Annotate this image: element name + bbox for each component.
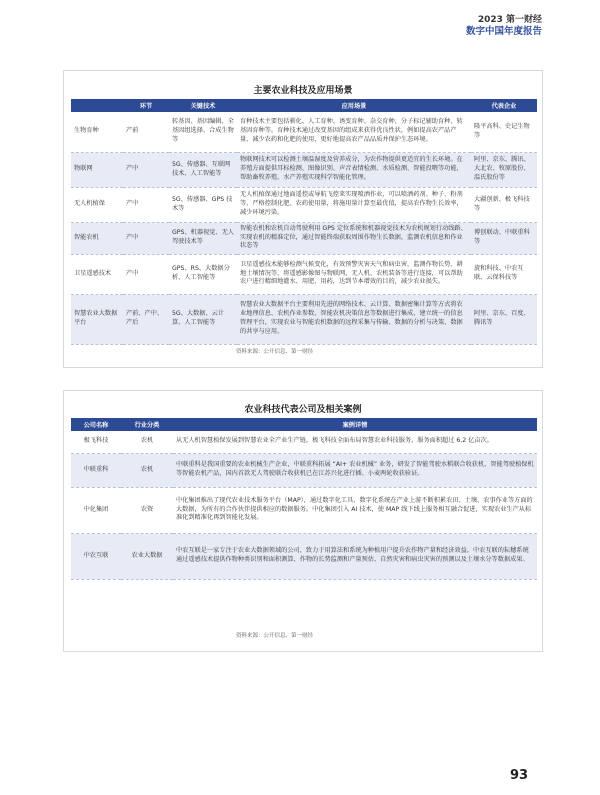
scenario-cell: 物联网技术可以检测土壤温湿度及营养成分，为农作物提供更适宜的生长环境。在养殖方面提供耳标检测、图像识别、声音表情检测、水质检测、智能投喂等功能，帮助畜牧养殖、水产养殖实现科学智能化管理。 xyxy=(237,152,471,187)
companies-cell: 阿里、京东、百度、腾讯等 xyxy=(471,294,537,344)
table-row xyxy=(71,294,537,344)
table1-header-row xyxy=(71,99,537,112)
category-cell: 农业大数据 xyxy=(121,533,173,579)
page-number: 93 xyxy=(510,768,529,783)
company-cell: 中农互联 xyxy=(71,533,121,579)
key-tech-cell: GPS、机器视觉、无人驾驶技术等 xyxy=(169,222,237,254)
table2-header-detail: 案例详情 xyxy=(173,418,537,431)
tech-scenarios-section xyxy=(63,70,543,368)
header-year-publisher: 2023 第一财经 xyxy=(477,15,542,25)
scenario-cell: 卫星遥感技术能够检测气候变化，有效预警灾害天气和病虫害，监测作物长势、耕地土壤情况等，将遥感影像图与物联网、无人机、农机装备等进行连接，可以帮助农户进行精细地灌水、用肥、用药，达到节本增效的目的，减少农业损失。 xyxy=(240,260,463,286)
tech-name-cell: 智慧农业大数据平台 xyxy=(71,294,123,344)
companies-cell: 旋和科技、中农互联、云保科技等 xyxy=(474,265,524,281)
table2-source-note: 资料来源：公开信息、第一财经 xyxy=(236,633,314,639)
case-detail-cell: 中农互联是一家专注于农业大数据领域的公司，致力于用算法和系统为种植用户提升农作物产量和经济效益。中农互联的耘穗系统通过遥感技术提供作物种类识别和面积测算、作物的长势监测和产量预估、自然灾害和病虫灾害的预测以及土壤水分等数据成果。 xyxy=(173,533,537,579)
table1-header-stage: 环节 xyxy=(123,99,169,112)
case-detail-cell: 中化集团推出了现代农业技术服务平台（MAP），通过数字化工具、数字化系统在产业上游不断积累农田、土壤、农事作业等方面的大数据，为所有的合作伙伴提供相应的数据服务。中化集团引入 AI 技术，使 MAP 线下线上服务相互融合促进，实现农业生产从标准化到精准化再到智能化发展。 xyxy=(176,496,533,522)
tech-name-cell: 生物育种 xyxy=(74,127,99,135)
table2-title: 农业科技代表公司及相关案例 xyxy=(244,405,362,415)
key-tech-cell: 5G、大数据、云计算、人工智能等 xyxy=(169,294,237,344)
stage-cell: 产前、产中、产后 xyxy=(123,294,169,344)
companies-cell: 大疆创新、极飞科技等 xyxy=(474,195,530,212)
companies-cases-table xyxy=(71,418,537,580)
table-row xyxy=(71,254,537,294)
table1-header-tech: 关键技术 xyxy=(169,99,237,112)
stage-cell: 产中 xyxy=(123,222,169,254)
companies-cell: 阿里、京东、腾讯、大北农、牧原股份、温氏股份等 xyxy=(471,152,537,187)
key-tech-cell: 5G、传感器、GPS 技术等 xyxy=(172,195,233,212)
table-row xyxy=(71,453,537,487)
scenario-cell: 无人机植保通过地面遥控或导航飞控来实现喷洒作业，可以喷洒药剂、种子、粉剂等，严格控制化肥、农药使用量，将施用量计算至最优值，提高农作物生长效率，减少环境污染。 xyxy=(240,191,463,216)
companies-cases-section xyxy=(63,390,543,652)
table-row xyxy=(71,431,537,453)
key-tech-cell: GPS、RS、大数据分析、人工智能等 xyxy=(172,265,230,281)
scenario-cell: 智能农机和农机自动驾驶利用 GPS 定位系统和机器视觉技术为农机规划行动线路、实现农机的精准定位，通过智能终端获取周围作物生长数据，监测农机信息和作业状态等 xyxy=(237,222,471,254)
company-cell: 中化集团 xyxy=(83,505,109,513)
table-row xyxy=(71,187,537,222)
table-row xyxy=(71,112,537,152)
tech-name-cell: 智能农机 xyxy=(71,222,123,254)
tech-name-cell: 卫星遥感技术 xyxy=(74,269,112,277)
scenario-cell: 育种技术主要包括驯化、人工育种、诱变育种、杂交育种、分子标记辅助育种、转基因育种等。育种技术通过改变基因的组成来获得优良性状，例如提高农产品产量、减少农药和化肥的使用，更好地提高农产品品质并保护生态环境。 xyxy=(240,118,463,144)
stage-cell: 产前 xyxy=(126,127,139,135)
table1-header-name xyxy=(71,99,123,112)
table-row xyxy=(71,152,537,187)
stage-cell: 产中 xyxy=(126,200,139,207)
company-cell: 极飞科技 xyxy=(83,437,109,445)
table-row xyxy=(71,533,537,579)
table-row xyxy=(71,222,537,254)
companies-cell: 隆平高科、史记生物等 xyxy=(474,122,530,139)
case-detail-cell: 从无人机智慧植保发展到智慧农业全产业生产链，极飞科技全面布局智慧农业科技服务，服务面积超过 6.2 亿亩次。 xyxy=(176,437,493,445)
companies-cell: 博创联动、中联重科等 xyxy=(471,222,537,254)
table1-header-scenario: 应用场景 xyxy=(237,99,471,112)
header-report-title: 数字中国年度报告 xyxy=(465,26,542,38)
category-cell: 农机 xyxy=(140,437,154,445)
tech-scenarios-table xyxy=(71,99,537,345)
table1-source-note: 资料来源：公开信息、第一财经 xyxy=(236,349,314,355)
table-row xyxy=(71,487,537,533)
company-cell: 中联重科 xyxy=(71,453,121,487)
category-cell: 农资 xyxy=(140,505,154,513)
stage-cell: 产中 xyxy=(126,269,139,277)
scenario-cell: 智慧农业大数据平台主要利用先进的网络技术、云计算、数据密集计算等方式将农业地理信息、农机作业参数、智能农机决策信息等数据进行集成，建立统一的信息管理平台，实现农业与智能农机数据的远程采集与传输、数据的分析与决策、数据的共享与应用。 xyxy=(237,294,471,344)
key-tech-cell: 5G、传感器、互联网技术、人工智能等 xyxy=(169,152,237,187)
category-cell: 农机 xyxy=(121,453,173,487)
tech-name-cell: 无人机植保 xyxy=(74,200,105,207)
stage-cell: 产中 xyxy=(123,152,169,187)
page-header xyxy=(466,15,542,38)
key-tech-cell: 转基因、基因编辑、全基因组选择、合成生物等 xyxy=(172,118,234,144)
tech-name-cell: 物联网 xyxy=(71,152,123,187)
table2-header-company: 公司名称 xyxy=(71,418,121,431)
table1-title: 主要农业科技及应用场景 xyxy=(253,86,353,96)
table2-header-row xyxy=(71,418,537,431)
table2-header-category: 行业分类 xyxy=(121,418,173,431)
table1-header-companies: 代表企业 xyxy=(471,99,537,112)
case-detail-cell: 中联重科是我国重要的农业机械生产企业，中联重科拓展 “AI+ 农业机械” 业务，研发了智能驾驶水稻联合收获机、智能驾驶植保机等智能农机产品，国内首款无人驾驶联合收获机已在江苏兴化进行插、小麦两轮收获验证。 xyxy=(173,453,537,487)
